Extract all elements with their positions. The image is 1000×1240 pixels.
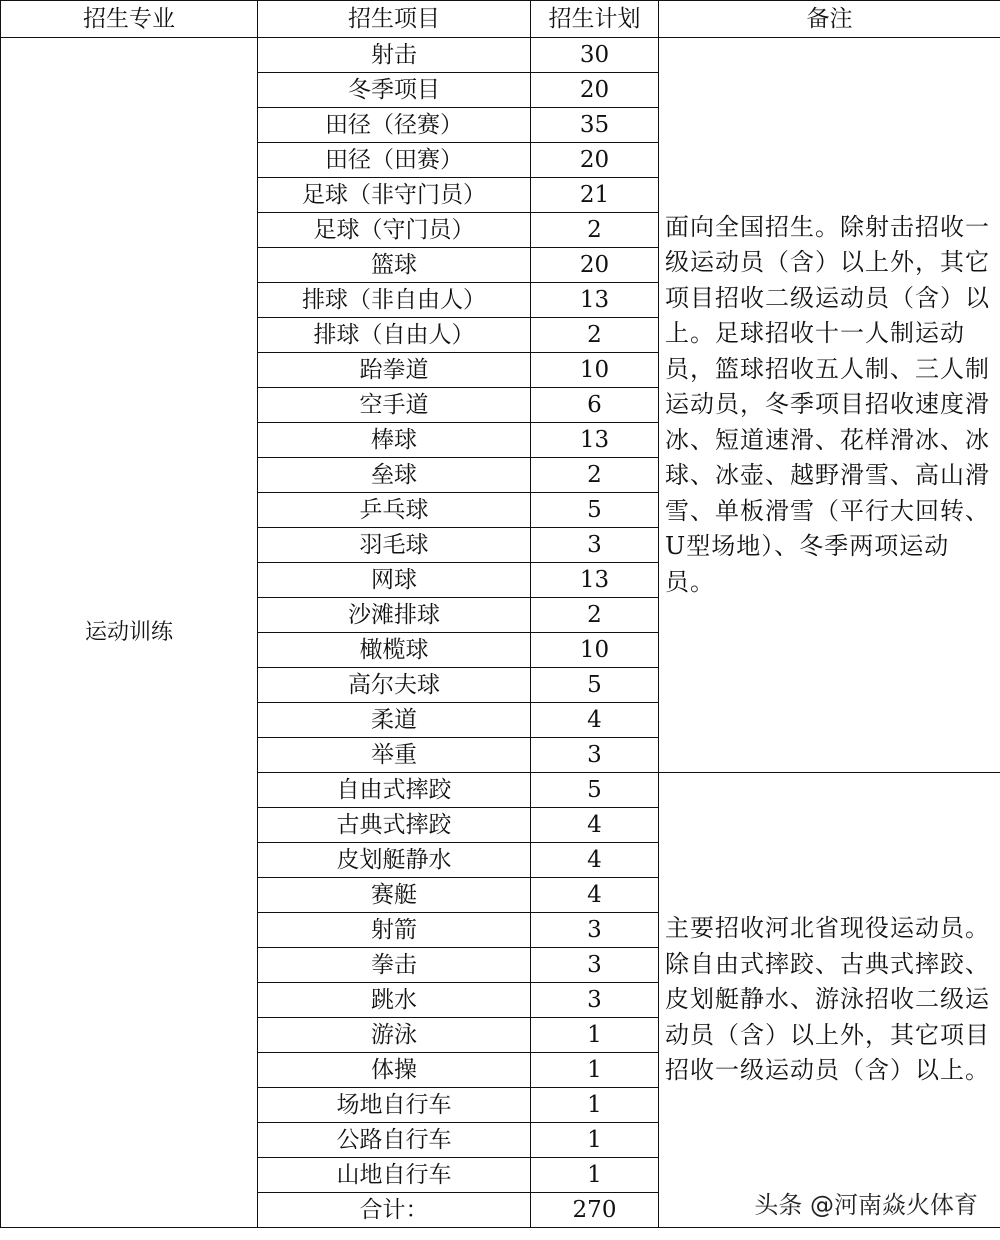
item-cell: 足球（守门员）: [258, 213, 531, 248]
plan-cell: 3: [531, 948, 659, 983]
item-cell: 空手道: [258, 388, 531, 423]
plan-cell: 2: [531, 598, 659, 633]
item-cell: 山地自行车: [258, 1158, 531, 1193]
header-plan: 招生计划: [531, 1, 659, 38]
plan-cell: 6: [531, 388, 659, 423]
header-row: [1, 1, 1000, 38]
item-cell: 足球（非守门员）: [258, 178, 531, 213]
item-cell: 皮划艇静水: [258, 843, 531, 878]
item-cell: 高尔夫球: [258, 668, 531, 703]
plan-cell: 4: [531, 703, 659, 738]
item-cell: 垒球: [258, 458, 531, 493]
item-cell: 冬季项目: [258, 73, 531, 108]
plan-cell: 1: [531, 1018, 659, 1053]
plan-cell: 21: [531, 178, 659, 213]
item-cell: 柔道: [258, 703, 531, 738]
plan-cell: 3: [531, 913, 659, 948]
plan-cell: 5: [531, 773, 659, 808]
watermark: 头条 @河南焱火体育: [754, 1185, 978, 1220]
item-cell: 棒球: [258, 423, 531, 458]
plan-cell: 1: [531, 1088, 659, 1123]
plan-cell: 2: [531, 458, 659, 493]
plan-cell: 2: [531, 213, 659, 248]
item-cell: 古典式摔跤: [258, 808, 531, 843]
plan-cell: 20: [531, 143, 659, 178]
plan-cell: 2: [531, 318, 659, 353]
item-cell: 乒乓球: [258, 493, 531, 528]
item-cell: 排球（非自由人）: [258, 283, 531, 318]
total-label: 合计：: [258, 1193, 531, 1228]
plan-cell: 30: [531, 38, 659, 73]
plan-cell: 5: [531, 668, 659, 703]
plan-cell: 13: [531, 283, 659, 318]
item-cell: 篮球: [258, 248, 531, 283]
item-cell: 排球（自由人）: [258, 318, 531, 353]
plan-cell: 3: [531, 983, 659, 1018]
item-cell: 网球: [258, 563, 531, 598]
plan-cell: 13: [531, 423, 659, 458]
remark-cell: 面向全国招生。除射击招收一级运动员（含）以上外，其它项目招收二级运动员（含）以上。足球招收十一人制运动员，篮球招收五人制、三人制运动员，冬季项目招收速度滑冰、短道速滑、花样滑冰、冰球、冰壶、越野滑雪、高山滑雪、单板滑雪（平行大回转、U型场地）、冬季两项运动员。: [659, 38, 1000, 773]
plan-cell: 5: [531, 493, 659, 528]
item-cell: 场地自行车: [258, 1088, 531, 1123]
plan-cell: 1: [531, 1053, 659, 1088]
item-cell: 射击: [258, 38, 531, 73]
major-cell: 运动训练: [1, 38, 258, 1228]
item-cell: 射箭: [258, 913, 531, 948]
item-cell: 体操: [258, 1053, 531, 1088]
table-row: [1, 38, 1000, 73]
item-cell: 沙滩排球: [258, 598, 531, 633]
item-cell: 公路自行车: [258, 1123, 531, 1158]
item-cell: 赛艇: [258, 878, 531, 913]
plan-cell: 10: [531, 353, 659, 388]
plan-cell: 20: [531, 73, 659, 108]
header-remark: 备注: [659, 1, 1000, 38]
item-cell: 羽毛球: [258, 528, 531, 563]
plan-cell: 1: [531, 1123, 659, 1158]
item-cell: 橄榄球: [258, 633, 531, 668]
plan-cell: 4: [531, 878, 659, 913]
item-cell: 跳水: [258, 983, 531, 1018]
plan-cell: 4: [531, 808, 659, 843]
item-cell: 举重: [258, 738, 531, 773]
plan-cell: 35: [531, 108, 659, 143]
item-cell: 跆拳道: [258, 353, 531, 388]
item-cell: 田径（径赛）: [258, 108, 531, 143]
item-cell: 拳击: [258, 948, 531, 983]
header-major: 招生专业: [1, 1, 258, 38]
plan-cell: 3: [531, 738, 659, 773]
plan-cell: 3: [531, 528, 659, 563]
item-cell: 田径（田赛）: [258, 143, 531, 178]
plan-cell: 4: [531, 843, 659, 878]
total-plan: 270: [531, 1193, 659, 1228]
remark-cell: 主要招收河北省现役运动员。除自由式摔跤、古典式摔跤、皮划艇静水、游泳招收二级运动员（含）以上外，其它项目招收一级运动员（含）以上。: [659, 773, 1000, 1228]
header-item: 招生项目: [258, 1, 531, 38]
plan-cell: 20: [531, 248, 659, 283]
plan-cell: 1: [531, 1158, 659, 1193]
plan-cell: 13: [531, 563, 659, 598]
item-cell: 游泳: [258, 1018, 531, 1053]
item-cell: 自由式摔跤: [258, 773, 531, 808]
plan-cell: 10: [531, 633, 659, 668]
